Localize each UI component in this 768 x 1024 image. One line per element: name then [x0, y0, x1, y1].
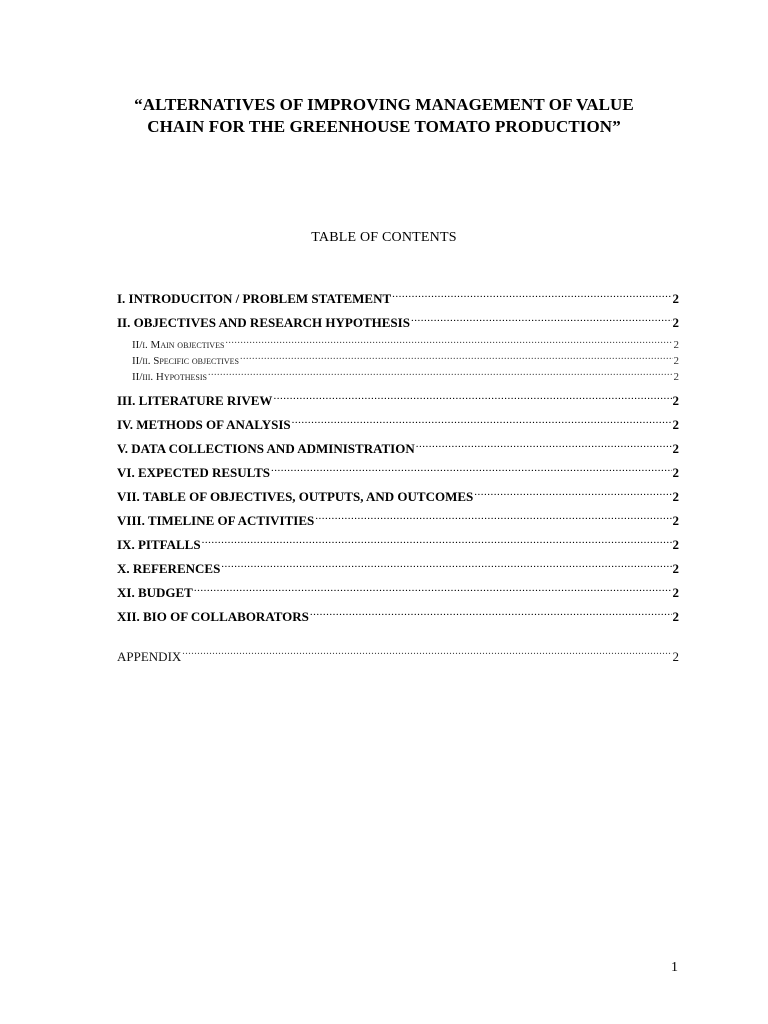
toc-entry-label: XI. BUDGET	[117, 585, 193, 600]
toc-entry-page: 2	[672, 417, 679, 432]
toc-heading: TABLE OF CONTENTS	[311, 230, 457, 245]
dot-leader	[292, 418, 672, 429]
toc-entry-page: 2	[672, 561, 679, 576]
toc-entry-label: V. DATA COLLECTIONS AND ADMINISTRATION	[117, 441, 415, 456]
toc-entry-data-collections[interactable]	[117, 440, 679, 464]
toc-entry-page: 2	[672, 585, 679, 600]
dot-leader	[271, 466, 671, 477]
toc-entry-appendix[interactable]	[117, 648, 679, 668]
dot-leader	[221, 562, 671, 573]
toc-entry-page: 2	[672, 465, 679, 480]
toc-entry-label: APPENDIX	[117, 649, 182, 664]
dot-leader	[315, 514, 671, 525]
toc-entry-label: I. INTRODUCITON / PROBLEM STATEMENT	[117, 291, 392, 306]
document-title-line-1: “ALTERNATIVES OF IMPROVING MANAGEMENT OF VALUE	[134, 95, 634, 114]
toc-entry-methods[interactable]	[117, 416, 679, 440]
toc-entry-label: III. LITERATURE RIVEW	[117, 393, 273, 408]
toc-entry-objectives[interactable]	[117, 314, 679, 338]
document-title-line-2: CHAIN FOR THE GREENHOUSE TOMATO PRODUCTION”	[147, 117, 621, 136]
toc-entry-label: II. OBJECTIVES AND RESEARCH HYPOTHESIS	[117, 315, 410, 330]
page-number: 1	[671, 960, 678, 975]
toc-entry-label: XII. BIO OF COLLABORATORS	[117, 609, 309, 624]
toc-entry-budget[interactable]	[117, 584, 679, 608]
dot-leader	[474, 490, 671, 501]
dot-leader	[208, 370, 673, 380]
toc-entry-page: 2	[672, 441, 679, 456]
dot-leader	[310, 610, 672, 621]
toc-entry-label: II/iii. Hypothesis	[132, 371, 207, 383]
toc-entry-page: 2	[673, 355, 679, 367]
toc-entry-literature-review[interactable]	[117, 392, 679, 416]
dot-leader	[411, 316, 672, 327]
toc-entry-expected-results[interactable]	[117, 464, 679, 488]
toc-entry-page: 2	[672, 513, 679, 528]
toc-subentry-main-objectives[interactable]	[117, 338, 679, 354]
document-title	[90, 94, 678, 138]
toc-entry-label: IX. PITFALLS	[117, 537, 201, 552]
toc-entry-page: 2	[672, 489, 679, 504]
toc-entry-page: 2	[672, 537, 679, 552]
toc-entry-label: IV. METHODS OF ANALYSIS	[117, 417, 291, 432]
toc-entry-page: 2	[672, 315, 679, 330]
toc-entry-label: X. REFERENCES	[117, 561, 221, 576]
dot-leader	[194, 586, 672, 597]
toc-entry-page: 2	[673, 339, 679, 351]
toc-entry-introduction[interactable]	[117, 290, 679, 314]
toc-entry-page: 2	[673, 371, 679, 383]
toc-subentry-specific-objectives[interactable]	[117, 354, 679, 370]
toc-entry-label: VI. EXPECTED RESULTS	[117, 465, 271, 480]
table-of-contents	[117, 290, 679, 668]
dot-leader	[240, 354, 673, 364]
toc-entry-page: 2	[672, 609, 679, 624]
dot-leader	[416, 442, 672, 453]
toc-entry-label: VII. TABLE OF OBJECTIVES, OUTPUTS, AND OUTCOMES	[117, 489, 474, 504]
toc-entry-page: 2	[672, 291, 679, 306]
toc-entry-label: VIII. TIMELINE OF ACTIVITIES	[117, 513, 315, 528]
dot-leader	[182, 651, 671, 661]
toc-entry-table-of-objectives[interactable]	[117, 488, 679, 512]
toc-entry-bio-of-collaborators[interactable]	[117, 608, 679, 632]
toc-entry-label: II/i. Main objectives	[132, 339, 225, 351]
toc-entry-references[interactable]	[117, 560, 679, 584]
dot-leader	[392, 292, 671, 303]
toc-entry-page: 2	[672, 393, 679, 408]
toc-subsection-group	[117, 338, 679, 386]
dot-leader	[273, 394, 671, 405]
dot-leader	[225, 338, 672, 348]
toc-subentry-hypothesis[interactable]	[117, 370, 679, 386]
toc-entry-label: II/ii. Specific objectives	[132, 355, 239, 367]
toc-entry-page: 2	[672, 649, 679, 664]
toc-entry-pitfalls[interactable]	[117, 536, 679, 560]
dot-leader	[202, 538, 672, 549]
toc-entry-timeline[interactable]	[117, 512, 679, 536]
